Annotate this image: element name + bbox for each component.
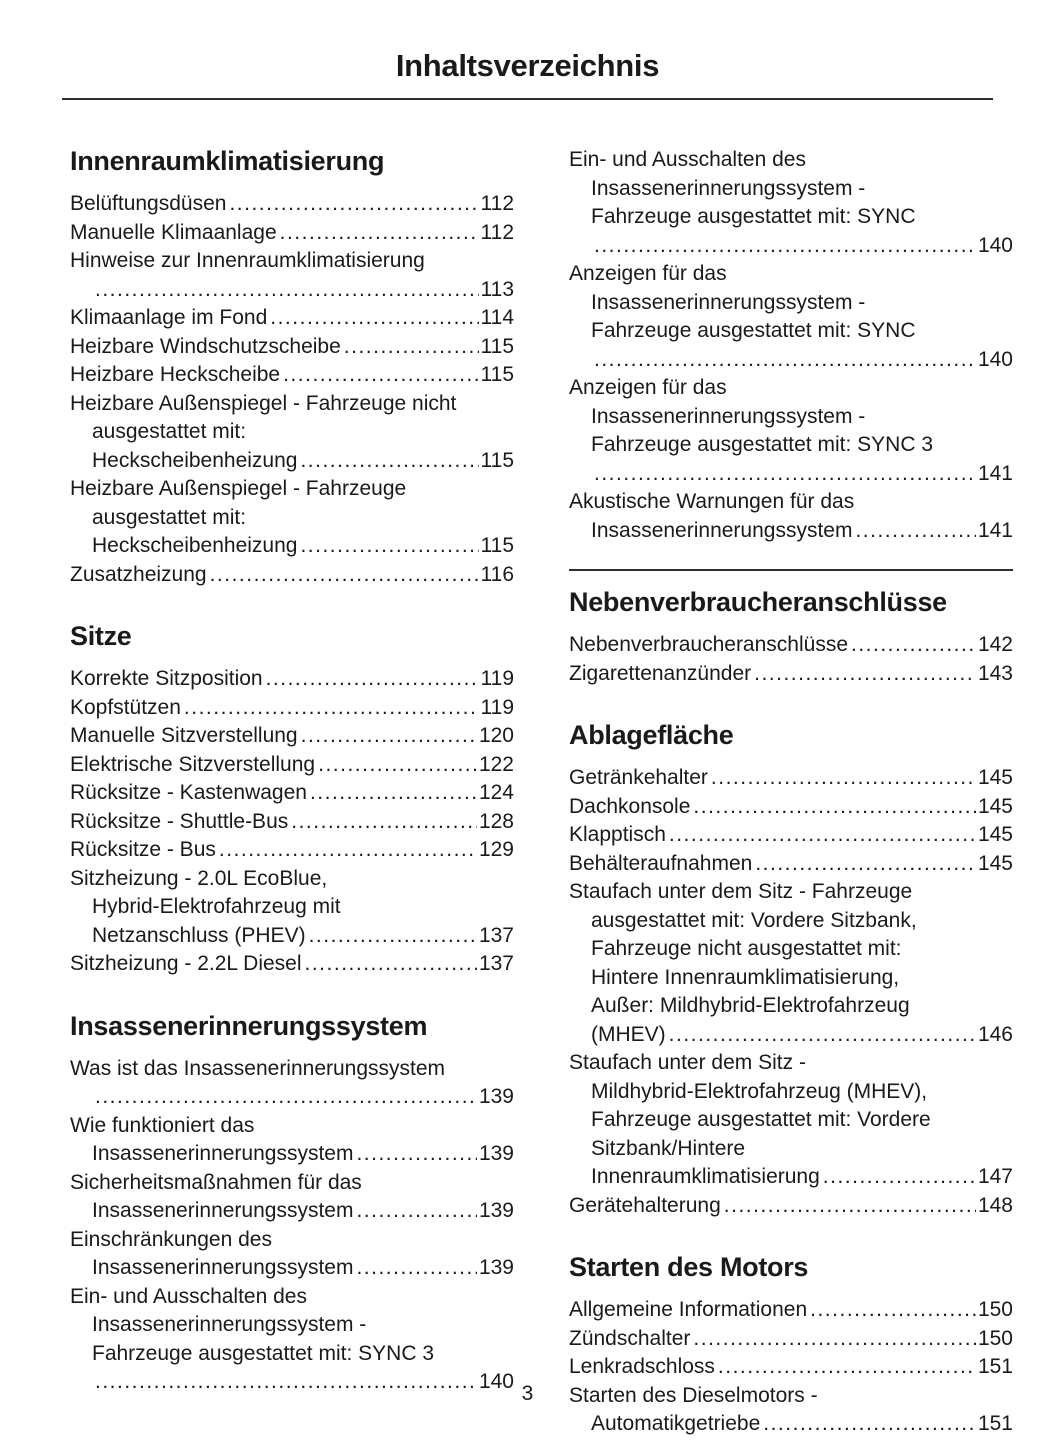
toc-entry-text: Zusatzheizung [70, 562, 207, 586]
toc-entry-line [569, 1135, 1013, 1164]
toc-entry [569, 1353, 1013, 1382]
toc-entry-line [569, 878, 1013, 907]
dot-leader [356, 1140, 476, 1169]
toc-entry-line [70, 1083, 514, 1112]
dot-leader [711, 764, 976, 793]
toc-entry-text: Getränkehalter [569, 766, 708, 789]
dot-leader [669, 1021, 976, 1050]
toc-entry-text: Manuelle Sitzverstellung [70, 724, 298, 747]
toc-entry [70, 190, 514, 219]
dot-leader [95, 276, 479, 305]
dot-leader [754, 660, 976, 689]
toc-entry-text: Akustische Warnungen für das [569, 490, 855, 513]
toc-entry-line [70, 751, 514, 780]
toc-entry-line [70, 504, 514, 533]
dot-leader [669, 821, 976, 850]
toc-entry-line [70, 447, 514, 476]
page-number: 145 [977, 851, 1013, 875]
toc-entry-text: Korrekte Sitzposition [70, 667, 263, 690]
dot-leader [210, 561, 479, 590]
page-number: 140 [478, 1370, 514, 1393]
toc-entry-line [569, 260, 1013, 289]
dot-leader [851, 631, 976, 660]
toc-entry-line [569, 374, 1013, 403]
toc-entry-text: Hintere Innenraumklimatisierung, [591, 965, 900, 989]
toc-entry-line [70, 1169, 514, 1198]
page-title: Inhaltsverzeichnis [395, 48, 660, 83]
page-number: 145 [977, 794, 1013, 818]
dot-leader [810, 1296, 976, 1325]
toc-entry-line [569, 1325, 1013, 1354]
toc-entry-line [569, 1078, 1013, 1107]
toc-entry [70, 333, 514, 362]
toc-entry-text: Staufach unter dem Sitz - Fahrzeuge [569, 880, 913, 903]
toc-entry-text: Sitzheizung - 2.0L EcoBlue, [70, 866, 328, 890]
toc-entry-text: Sitzheizung - 2.2L Diesel [70, 952, 302, 975]
toc-entry-text: (MHEV) [591, 1022, 666, 1046]
page-number: 145 [977, 823, 1013, 846]
toc-entry [569, 1049, 1013, 1192]
toc-entry-text: Heizbare Außenspiegel - Fahrzeuge nicht [70, 391, 457, 415]
toc-entry-line [569, 1353, 1013, 1382]
toc-entry-text: Insassenerinnerungssystem - [591, 290, 866, 314]
toc-entry-text: Einschränkungen des [70, 1227, 272, 1251]
toc-entry [569, 1296, 1013, 1325]
dot-leader [693, 793, 976, 822]
toc-entry [70, 247, 514, 304]
toc-entry-line [70, 561, 514, 590]
page-number: 112 [480, 220, 514, 244]
page-number: 141 [977, 461, 1013, 485]
toc-entry-line [70, 865, 514, 894]
toc-entry-line [70, 1283, 514, 1312]
section-heading: Nebenverbraucheranschlüsse [569, 587, 947, 617]
dot-leader [95, 1083, 477, 1112]
dot-leader [594, 232, 976, 261]
toc-entry-line [569, 935, 1013, 964]
toc-entry-line [70, 1311, 514, 1340]
page-number: 137 [478, 923, 514, 947]
toc-entry [569, 660, 1013, 689]
dot-leader [344, 333, 479, 362]
toc-entry-line [569, 488, 1013, 517]
toc-entry-line [70, 1112, 514, 1141]
toc-entry-text: Heckscheibenheizung [92, 534, 298, 557]
dot-leader [219, 836, 477, 865]
dot-leader [266, 665, 479, 694]
toc-entry-text: ausgestattet mit: [92, 420, 247, 443]
toc-column [569, 146, 1013, 1439]
toc-entry [569, 850, 1013, 879]
toc-entry-text: Rücksitze - Bus [70, 838, 216, 861]
page-number: 139 [478, 1256, 514, 1279]
page-number: 115 [480, 448, 514, 472]
page-number: 151 [977, 1412, 1013, 1435]
toc-entry [70, 475, 514, 561]
page-number: 124 [478, 781, 514, 804]
toc-entry-line [569, 660, 1013, 689]
section-heading: Insassenerinnerungssystem [70, 1010, 428, 1041]
toc-entry [70, 1055, 514, 1112]
toc-entry-line [70, 247, 514, 276]
toc-entry-text: Heckscheibenheizung [92, 448, 298, 472]
dot-leader [823, 1163, 976, 1192]
toc-entry [569, 488, 1013, 545]
toc-entry-text: Fahrzeuge ausgestattet mit: SYNC 3 [92, 1341, 434, 1365]
toc-entry-text: Elektrische Sitzverstellung [70, 752, 316, 776]
toc-entry-text: Insassenerinnerungssystem [92, 1199, 354, 1222]
toc-entry-text: Klimaanlage im Fond [70, 306, 268, 329]
toc-entry-line [569, 764, 1013, 793]
page-number: 114 [480, 306, 514, 329]
toc-entry-line [70, 922, 514, 951]
dot-leader [755, 850, 976, 879]
toc-entry [70, 836, 514, 865]
page-number: 122 [478, 752, 514, 776]
toc-entry-text: Insassenerinnerungssystem - [591, 176, 866, 200]
toc-entry [569, 374, 1013, 488]
page-number: 119 [480, 667, 514, 690]
toc-entry-line [70, 1226, 514, 1255]
toc-entry-text: Zigarettenanzünder [569, 661, 752, 685]
toc-entry [70, 561, 514, 590]
toc-entry [569, 631, 1013, 660]
dot-leader [594, 346, 976, 375]
dot-leader [693, 1325, 976, 1354]
toc-entry [70, 665, 514, 694]
dot-leader [280, 219, 479, 248]
toc-entry-line [70, 190, 514, 219]
page-number: 128 [478, 809, 514, 833]
section-heading: Innenraumklimatisierung [70, 146, 385, 176]
toc-entry [70, 808, 514, 837]
toc-entry-text: Rücksitze - Shuttle-Bus [70, 809, 289, 833]
toc-entry-line [569, 821, 1013, 850]
toc-entry-line [70, 475, 514, 504]
toc-entry-line [70, 418, 514, 447]
toc-entry [569, 146, 1013, 260]
toc-entry-text: Was ist das Insassenerinnerungssystem [70, 1056, 446, 1080]
toc-entry-text: Heizbare Heckscheibe [70, 363, 281, 386]
dot-leader [283, 361, 478, 390]
toc-entry-text: Hybrid-Elektrofahrzeug mit [92, 895, 341, 918]
toc-entry [70, 304, 514, 333]
dot-leader [300, 447, 478, 476]
page-number: 116 [480, 562, 514, 586]
toc-entry-line [70, 276, 514, 305]
dot-leader [724, 1192, 976, 1221]
toc-entry-line [569, 1163, 1013, 1192]
toc-entry-line [569, 1410, 1013, 1439]
toc-entry-line [569, 460, 1013, 489]
toc-entry-line [70, 1197, 514, 1226]
toc-entry-line [569, 232, 1013, 261]
toc-entry-text: Lenkradschloss [569, 1355, 715, 1378]
toc-entry-text: Ein- und Ausschalten des [569, 148, 806, 171]
toc-entry [70, 865, 514, 951]
toc-entry-text: Heizbare Außenspiegel - Fahrzeuge [70, 477, 407, 500]
dot-leader [310, 779, 477, 808]
toc-column [70, 146, 514, 1439]
toc-entry [70, 1283, 514, 1397]
toc-entry-text: Sicherheitsmaßnahmen für das [70, 1170, 362, 1194]
toc-entry-text: Rücksitze - Kastenwagen [70, 781, 307, 804]
toc-entry [70, 1226, 514, 1283]
page-number: 115 [480, 534, 514, 557]
page-number: 146 [977, 1022, 1013, 1046]
toc-entry [569, 1192, 1013, 1221]
page-number: 150 [977, 1298, 1013, 1321]
toc-entry-line [70, 722, 514, 751]
toc-entry-line [70, 950, 514, 979]
toc-entry-text: Fahrzeuge ausgestattet mit: SYNC [591, 319, 916, 342]
toc-entry-text: Sitzbank/Hintere [591, 1136, 746, 1160]
toc-entry-line [569, 1296, 1013, 1325]
toc-entry-line [70, 1055, 514, 1084]
toc-entry [569, 793, 1013, 822]
page-number: 147 [977, 1165, 1013, 1188]
page-number: 145 [977, 766, 1013, 789]
toc-entry-line [70, 836, 514, 865]
toc-entry-text: Automatikgetriebe [591, 1412, 761, 1435]
toc-entry-text: Allgemeine Informationen [569, 1298, 808, 1321]
dot-leader [305, 950, 477, 979]
toc-entry-text: Netzanschluss (PHEV) [92, 923, 306, 947]
toc-entry-text: Insassenerinnerungssystem [92, 1142, 354, 1165]
toc-entry-line [569, 964, 1013, 993]
toc-entry-line [70, 808, 514, 837]
page-number: 129 [478, 838, 514, 861]
toc-entry-text: Heizbare Windschutzscheibe [70, 334, 341, 358]
toc-entry-line [569, 850, 1013, 879]
toc-entry-line [569, 1049, 1013, 1078]
toc-entry-line [70, 1340, 514, 1369]
page-number: 148 [977, 1193, 1013, 1217]
toc-entry [70, 950, 514, 979]
toc-entry [569, 821, 1013, 850]
toc-entry-text: Fahrzeuge ausgestattet mit: SYNC 3 [591, 433, 933, 456]
toc-entry-line [569, 793, 1013, 822]
page-number: 115 [480, 363, 514, 386]
page-number: 140 [977, 347, 1013, 371]
dot-leader [309, 922, 477, 951]
toc-entry-text: Klapptisch [569, 823, 666, 846]
toc-entry-text: Wie funktioniert das [70, 1113, 255, 1137]
dot-leader [270, 304, 478, 333]
toc-entry-text: Staufach unter dem Sitz - [569, 1051, 806, 1074]
dot-leader [300, 532, 478, 561]
toc-entry-text: Insassenerinnerungssystem [591, 518, 853, 542]
page-number: 139 [478, 1142, 514, 1165]
toc-entry-line [70, 304, 514, 333]
toc-entry [70, 694, 514, 723]
toc-entry-text: Anzeigen für das [569, 262, 727, 285]
page-number: 112 [480, 192, 514, 215]
dot-leader [318, 751, 477, 780]
page-number: 151 [977, 1355, 1013, 1378]
toc-entry-line [70, 361, 514, 390]
toc-entry-line [569, 203, 1013, 232]
dot-leader [356, 1254, 476, 1283]
toc-entry-text: Dachkonsole [569, 794, 691, 818]
toc-entry-line [70, 1140, 514, 1169]
dot-leader [229, 190, 478, 219]
toc-entry [70, 722, 514, 751]
toc-entry-line [569, 175, 1013, 204]
toc-entry [70, 751, 514, 780]
toc-entry-text: Mildhybrid-Elektrofahrzeug (MHEV), [591, 1079, 928, 1103]
page-number: 142 [977, 633, 1013, 656]
toc-entry-text: Gerätehalterung [569, 1193, 721, 1217]
toc-entry-text: Manuelle Klimaanlage [70, 220, 277, 244]
toc-entry-line [569, 317, 1013, 346]
toc-entry-text: Insassenerinnerungssystem [92, 1256, 354, 1279]
toc-entry-text: Kopfstützen [70, 695, 181, 719]
toc-entry-text: Fahrzeuge nicht ausgestattet mit: [591, 937, 902, 960]
dot-leader [763, 1410, 976, 1439]
toc-entry-text: Fahrzeuge ausgestattet mit: SYNC [591, 205, 916, 228]
toc-entry [569, 878, 1013, 1049]
toc-entry-text: Ein- und Ausschalten des [70, 1284, 307, 1308]
toc-entry-line [569, 346, 1013, 375]
toc-entry-line [70, 1254, 514, 1283]
toc-entry [569, 764, 1013, 793]
toc-entry-text: Fahrzeuge ausgestattet mit: Vordere [591, 1108, 931, 1131]
toc-entry-text: Hinweise zur Innenraumklimatisierung [70, 249, 425, 272]
toc-columns [70, 146, 1013, 1439]
toc-entry-line [569, 631, 1013, 660]
toc-entry-text: Zündschalter [569, 1326, 691, 1350]
dot-leader [291, 808, 477, 837]
page-number: 120 [478, 724, 514, 747]
toc-entry-line [70, 694, 514, 723]
page-number: 119 [480, 695, 514, 719]
toc-entry-text: Insassenerinnerungssystem - [92, 1313, 367, 1336]
page-number: 137 [478, 952, 514, 975]
toc-entry-line [569, 146, 1013, 175]
page-number: 115 [480, 334, 514, 358]
page-number: 143 [977, 661, 1013, 685]
toc-entry-line [569, 403, 1013, 432]
toc-entry [70, 779, 514, 808]
toc-entry [70, 1112, 514, 1169]
toc-entry-line [70, 779, 514, 808]
page-number: 113 [480, 277, 514, 301]
toc-entry-line [569, 431, 1013, 460]
page-number: 150 [977, 1326, 1013, 1350]
dot-leader [301, 722, 477, 751]
toc-entry-line [569, 289, 1013, 318]
toc-entry-line [569, 1192, 1013, 1221]
section-heading: Sitze [70, 621, 132, 651]
toc-entry-text: Starten des Dieselmotors - [569, 1383, 818, 1407]
toc-entry-text: Belüftungsdüsen [70, 192, 227, 215]
title-rule [62, 98, 993, 100]
toc-entry [569, 1325, 1013, 1354]
dot-leader [855, 517, 975, 546]
toc-entry-text: ausgestattet mit: Vordere Sitzbank, [591, 908, 917, 932]
dot-leader [184, 694, 479, 723]
toc-entry-text: Anzeigen für das [569, 376, 727, 399]
toc-entry-line [70, 532, 514, 561]
dot-leader [594, 460, 976, 489]
toc-entry-line [569, 1021, 1013, 1050]
toc-entry-text: Außer: Mildhybrid-Elektrofahrzeug [591, 994, 910, 1017]
toc-entry-line [70, 390, 514, 419]
toc-entry-line [569, 907, 1013, 936]
section-heading: Ablagefläche [569, 720, 734, 750]
page-number-footer: 3 [521, 1382, 534, 1405]
toc-entry [70, 219, 514, 248]
section-divider [569, 569, 1013, 571]
page-number: 140 [977, 233, 1013, 257]
toc-entry [70, 1169, 514, 1226]
toc-entry-text: Insassenerinnerungssystem - [591, 404, 866, 428]
toc-entry-line [70, 219, 514, 248]
toc-entry-line [569, 517, 1013, 546]
dot-leader [356, 1197, 476, 1226]
toc-entry-text: Nebenverbraucheranschlüsse [569, 633, 848, 656]
dot-leader [718, 1353, 976, 1382]
toc-entry-text: Behälteraufnahmen [569, 851, 753, 875]
toc-entry-line [70, 333, 514, 362]
toc-entry-line [569, 992, 1013, 1021]
toc-entry-line [70, 893, 514, 922]
page-number: 141 [977, 518, 1013, 542]
toc-entry [70, 361, 514, 390]
toc-entry-text: Innenraumklimatisierung [591, 1165, 820, 1188]
toc-entry-line [569, 1106, 1013, 1135]
toc-entry [569, 260, 1013, 374]
page-number: 139 [478, 1085, 514, 1108]
section-heading: Starten des Motors [569, 1252, 809, 1282]
toc-entry [70, 390, 514, 476]
page-number: 139 [478, 1199, 514, 1222]
toc-entry-text: ausgestattet mit: [92, 505, 247, 529]
toc-entry-line [70, 665, 514, 694]
